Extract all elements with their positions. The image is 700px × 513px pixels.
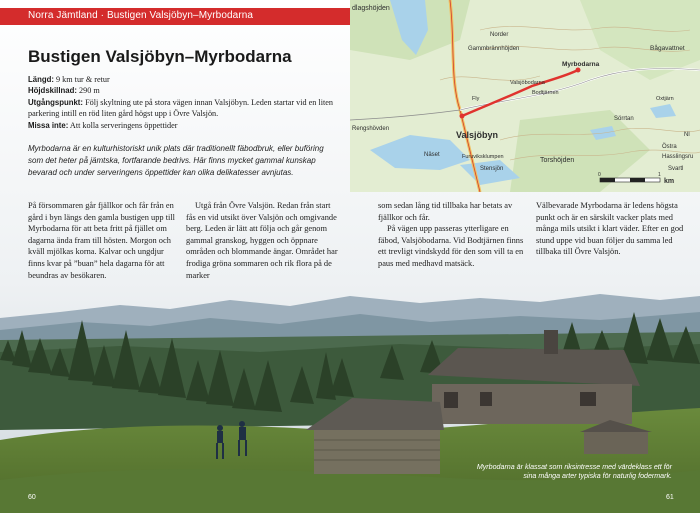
section-header: Norra Jämtland · Bustigen Valsjöbyn–Myrbodarna — [28, 10, 254, 21]
svg-text:km: km — [664, 178, 675, 185]
body-column-2 — [186, 200, 338, 281]
body-text: som sedan lång tid tillbaka har betats av fjällkor och får. — [378, 201, 513, 222]
map-label: Valsjöbyn — [456, 130, 499, 140]
svg-text:1: 1 — [658, 172, 661, 178]
fact-start: Utgångspunkt: Följ skyltning ute på stora vägen innan Valsjöbyn. Leden startar vid en liten parkering intill en röd liten gård högst upp i Övre Valsjön. — [28, 97, 333, 119]
map-label: Näset — [424, 152, 440, 158]
fact-elevation: Höjdskillnad: 290 m — [28, 86, 100, 96]
end-marker — [576, 68, 581, 73]
map-label: Stensjön — [480, 166, 504, 172]
map-label: Rengshövden — [352, 126, 390, 132]
map-label: Östra — [662, 144, 677, 150]
fact-length: Längd: 9 km tur & retur — [28, 75, 110, 84]
map-label: dlagshöjden — [352, 5, 390, 12]
page-title: Bustigen Valsjöbyn–Myrbodarna — [28, 47, 292, 66]
map-label: Bågavattnet — [650, 45, 685, 52]
map-label: Myrbodarna — [562, 61, 600, 68]
fact-dont-miss: Missa inte: Att kolla serveringens öppettider — [28, 120, 178, 130]
map-label: Valsjöbodarna — [510, 80, 545, 86]
map-label: Furuviksklumpen — [462, 154, 504, 160]
map-label: Gammbrännhöjden — [468, 46, 520, 52]
body-column-1 — [28, 200, 178, 281]
intro-paragraph: Myrbodarna är en kulturhistoriskt unik plats där traditionellt fäbodbruk, eller buföring som det heter på jämtska, fortfarande bedrivs. Här finns mycket gammal kunskap bevarad och under serveringens öppettider kan olika delikatesser avnjutas. — [28, 144, 324, 177]
map-label: Oxtjärn — [656, 96, 674, 102]
body-text: Utgå från Övre Valsjön. Redan från start fås en vid utsikt över Valsjön och omgivande berg. Leden är lätt att följa och går genom gammal granskog, hyggen och öppnare områden och blommande ängar. Området har frodiga gröna sommaren och rik flora på de marker — [186, 201, 338, 280]
map-label: Nl — [684, 132, 690, 138]
route-map — [350, 0, 700, 192]
map-label: Bodtjärnen — [532, 90, 559, 96]
body-text: Välbevarade Myrbodarna är ledens högsta punkt och är en särskilt vacker plats med många mils utsikt i klart väder. Efter en god stund uppe vid buan följer du samma led tillbaka till Övre Valsjön. — [536, 201, 684, 257]
body-text: På försommaren går fjällkor och får från en gård i byn längs den gamla bustigen upp till Myrbodarna för att beta fritt på fjället om dagarna ända fram till hösten. Morgon och kväll mjölkas korna. Kalvar och ungdjur finns kvar på ”buan” hela dagarna för att beundras av besökaren. — [28, 201, 176, 280]
map-label: Fly — [472, 96, 480, 102]
map-label: Torshöjden — [540, 157, 575, 164]
body-text: På vägen upp passeras ytterligare en fäbod, Valsjöbodarna. Vid Bodtjärnen finns ett trevligt vindskydd för den som vill ta en paus med medhavd matsäck. — [378, 224, 524, 268]
page-number-right: 61 — [666, 494, 674, 501]
photo-caption: Myrbodarna är klassat som riksintresse med värdeklass ett för sina många arter typiska för naturlig fodermark. — [476, 463, 672, 481]
body-column-3 — [378, 200, 528, 270]
map-label: Sörrtan — [614, 116, 634, 122]
start-marker — [460, 114, 465, 119]
page-number-left: 60 — [28, 494, 36, 501]
map-label: Norder — [490, 32, 509, 38]
route-facts — [28, 74, 338, 131]
svg-text:0: 0 — [598, 172, 601, 178]
body-column-4 — [536, 200, 688, 258]
map-label: Svartl — [668, 166, 684, 172]
map-label: Hasslingsru — [662, 154, 694, 160]
